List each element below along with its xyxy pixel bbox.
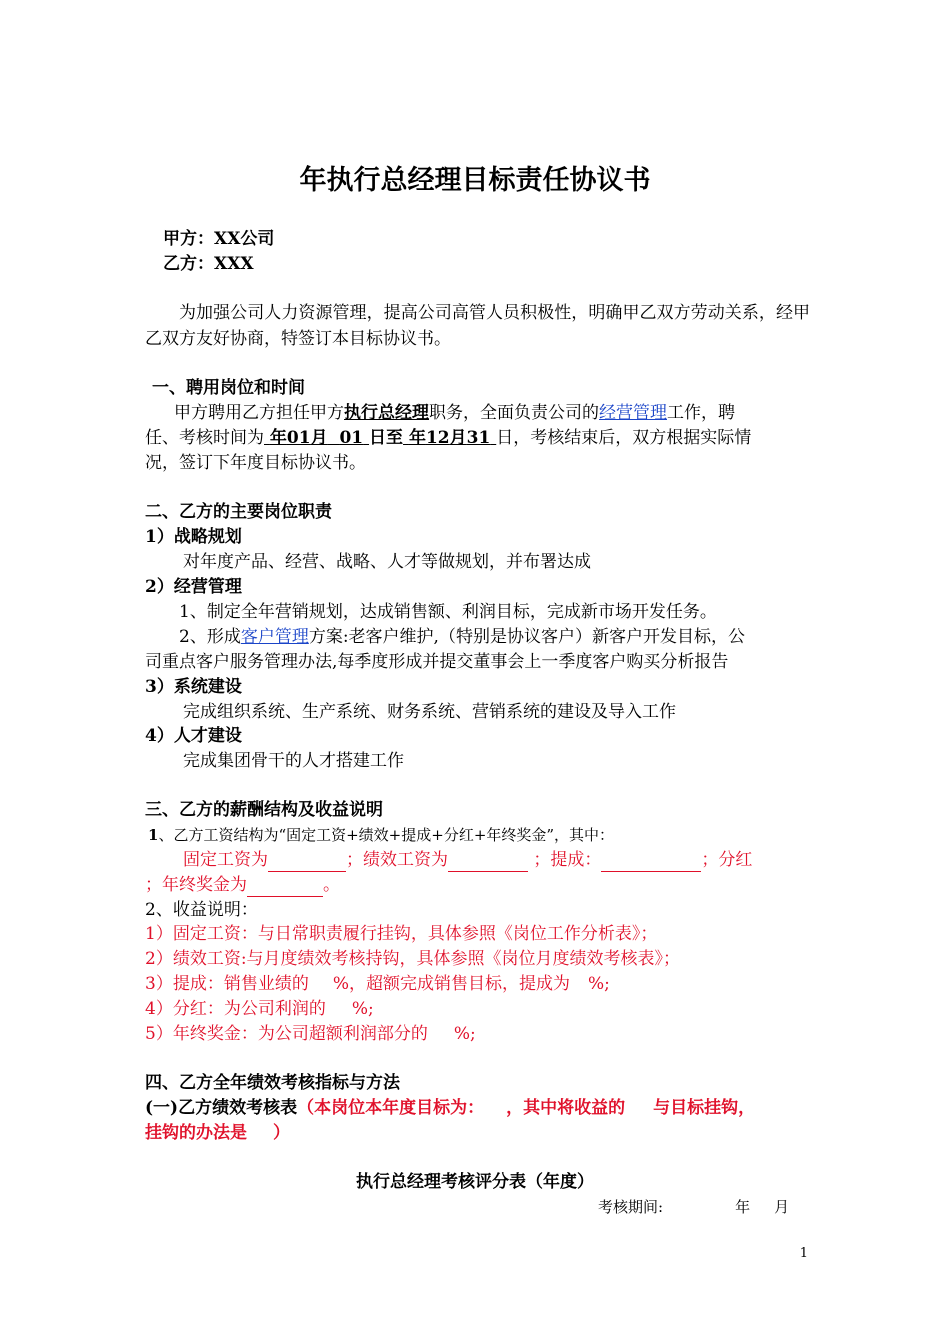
income-item-4: 4）分红：为公司利润的 %; <box>145 999 374 1019</box>
duty-3-text: 完成组织系统、生产系统、财务系统、营销系统的建设及导入工作 <box>183 702 676 722</box>
section-1-heading: 一、聘用岗位和时间 <box>152 378 305 398</box>
year-end-bonus-blank[interactable] <box>247 878 323 897</box>
duty-1-title: 1）战略规划 <box>145 527 242 547</box>
income-item-1: 1）固定工资：与日常职责履行挂钩，具体参照《岗位工作分析表》； <box>145 924 658 944</box>
score-table-title: 执行总经理考核评分表（年度） <box>356 1172 594 1192</box>
salary-fields-line-1: 固定工资为 ；绩效工资为 ；提成： ；分红 <box>183 850 753 870</box>
income-item-5: 5）年终奖金：为公司超额利润部分的 %; <box>145 1024 476 1044</box>
salary-structure-line: 1、乙方工资结构为“固定工资+绩效+提成+分红+年终奖金”，其中： <box>148 826 615 844</box>
salary-fields-line-2: ；年终奖金为 。 <box>145 875 340 895</box>
income-item-2: 2）绩效工资:与月度绩效考核持钩，具体参照《岗位月度绩效考核表》； <box>145 949 681 969</box>
duty-3-title: 3）系统建设 <box>145 677 242 697</box>
start-date: 年01月 01 <box>269 428 364 448</box>
duty-4-text: 完成集团骨干的人才搭建工作 <box>183 751 404 771</box>
assessment-table-heading: (一)乙方绩效考核表（本岗位本年度目标为： ，其中将收益的 与目标挂钩， <box>145 1098 756 1118</box>
income-item-3: 3）提成：销售业绩的 %，超额完成销售目标，提成为 %; <box>145 974 610 994</box>
document-title: 年执行总经理目标责任协议书 <box>299 165 651 196</box>
duty-4-title: 4）人才建设 <box>145 726 242 746</box>
duty-2-text-2: 2、形成客户管理方案:老客户维护,（特别是协议客户）新客户开发目标，公 <box>179 627 745 647</box>
party-a: 甲方：XX公司 <box>163 229 275 249</box>
duty-2-title: 2）经营管理 <box>145 577 242 597</box>
business-management-link[interactable]: 经营管理 <box>599 403 667 423</box>
section-4-heading: 四、乙方全年绩效考核指标与方法 <box>145 1073 400 1093</box>
customer-management-link[interactable]: 客户管理 <box>240 627 309 647</box>
commission-blank[interactable] <box>601 853 701 872</box>
assessment-table-heading-cont: 挂钩的办法是 ） <box>145 1123 290 1143</box>
duty-2-text-1: 1、制定全年营销规划，达成销售额、利润目标，完成新市场开发任务。 <box>179 602 717 622</box>
income-explanation-heading: 2、收益说明： <box>145 900 258 920</box>
section-2-heading: 二、乙方的主要岗位职责 <box>145 502 332 522</box>
post-name: 执行总经理 <box>344 403 429 423</box>
assessment-period: 考核期间: 年 月 <box>598 1198 790 1216</box>
duty-2-text-3: 司重点客户服务管理办法,每季度形成并提交董事会上一季度客户购买分析报告 <box>145 652 729 672</box>
duty-1-text: 对年度产品、经营、战略、人才等做规划，并布署达成 <box>183 552 591 572</box>
section-1-line-1: 甲方聘用乙方担任甲方执行总经理职务，全面负责公司的经营管理工作，聘 <box>174 403 735 423</box>
end-date: 年12月31 <box>408 428 491 448</box>
fixed-salary-blank[interactable] <box>268 853 346 872</box>
section-3-heading: 三、乙方的薪酬结构及收益说明 <box>145 800 383 820</box>
performance-salary-blank[interactable] <box>448 853 528 872</box>
party-b: 乙方：XXX <box>163 254 254 274</box>
page-number: 1 <box>799 1246 808 1261</box>
intro-paragraph: 为加强公司人力资源管理，提高公司高管人员积极性，明确甲乙双方劳动关系，经甲乙双方友好协商，特签订本目标协议书。 <box>145 303 810 349</box>
section-1-line-2: 任、考核时间为 年01月 01 日至 年12月31 日，考核结束后，双方根据实际情 <box>145 428 752 448</box>
section-1-line-3: 况，签订下年度目标协议书。 <box>145 453 366 473</box>
